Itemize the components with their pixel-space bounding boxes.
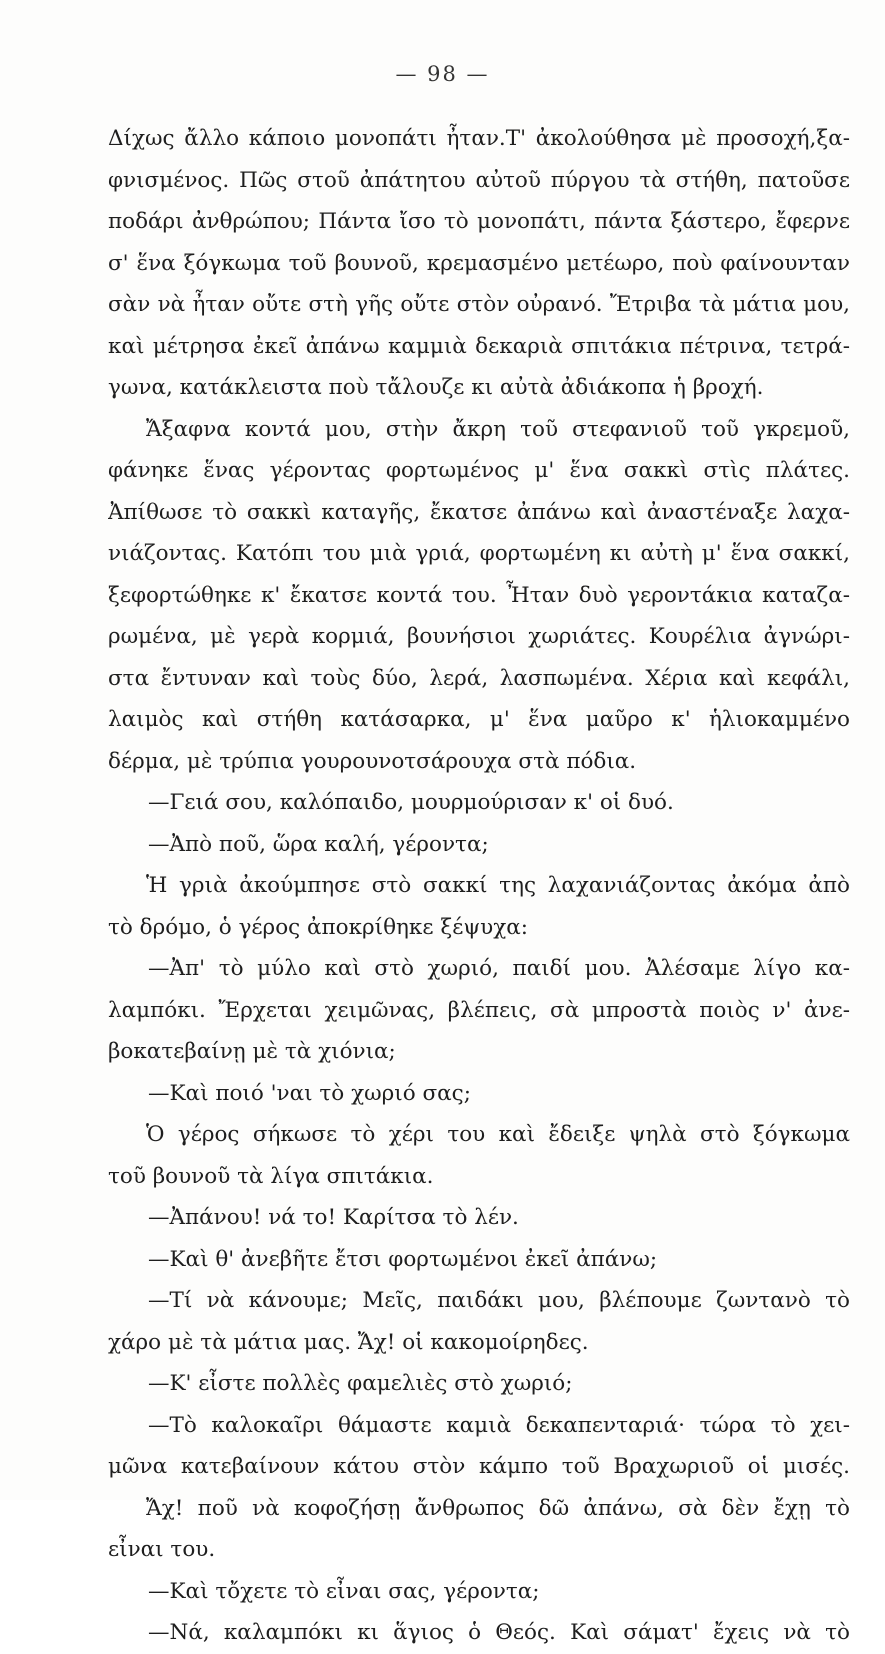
text-line: χάρο μὲ τὰ μάτια μας. Ἄχ! οἱ κακομοίρηδες. — [108, 1329, 589, 1355]
dialogue-line: —Νά, καλαμπόκι κι ἅγιος ὁ Θεός. Καὶ σάματ' ἔχεις νὰ τὸ — [148, 1620, 850, 1645]
text-line: δέρμα, μὲ τρύπια γουρουνοτσάρουχα στὰ πόδια. — [108, 748, 637, 774]
text-line: στα ἔντυναν καὶ τοὺς δύο, λερά, λασπωμένα. Χέρια καὶ κεφάλι, — [108, 665, 850, 691]
text-line: Ἡ γριὰ ἀκούμπησε στὸ σακκί της λαχανιάζοντας ἀκόμα ἀπὸ — [146, 873, 850, 898]
text-line: λαιμὸς καὶ στήθη κατάσαρκα, μ' ἕνα μαῦρο κ' ἡλιοκαμμένο — [108, 707, 850, 732]
dialogue-line: —Καὶ ποιό 'ναι τὸ χωριό σας; — [148, 1080, 471, 1106]
dialogue-line: —Ἀπάνου! νά το! Καρίτσα τὸ λέν. — [148, 1205, 519, 1230]
dialogue-line: —Τί νὰ κάνουμε; Μεῖς, παιδάκι μου, βλέπουμε ζωντανὸ τὸ — [148, 1288, 850, 1313]
text-line: φνισμένος. Πῶς στοῦ ἀπάτητου αὐτοῦ πύργου τὰ στήθη, πατοῦσε — [108, 167, 850, 193]
dialogue-line: —Γειά σου, καλόπαιδο, μουρμούρισαν κ' οἱ δυό. — [148, 790, 674, 815]
text-line: Δίχως ἄλλο κάποιο μονοπάτι ἦταν.Τ' ἀκολούθησα μὲ προσοχή,ξα- — [108, 126, 850, 151]
text-line: γωνα, κατάκλειστα ποὺ τἄλουζε κι αὐτὰ ἀδιάκοπα ἡ βροχή. — [108, 375, 764, 400]
text-line: νιάζοντας. Κατόπι του μιὰ γριά, φορτωμένη κι αὐτὴ μ' ἕνα σακκί, — [108, 541, 850, 566]
text-line: σ' ἕνα ξόγκωμα τοῦ βουνοῦ, κρεμασμένο μετέωρο, ποὺ φαίνουνταν — [108, 250, 850, 276]
body-text — [108, 118, 850, 1654]
text-line: ξεφορτώθηκε κ' ἔκατσε κοντά του. Ἦταν δυὸ γεροντάκια καταζα- — [108, 582, 850, 608]
dialogue-line: —Ἀπὸ ποῦ, ὥρα καλή, γέροντα; — [148, 831, 489, 857]
dialogue-line: —Κ' εἶστε πολλὲς φαμελιὲς στὸ χωριό; — [148, 1371, 573, 1396]
dialogue-line: —Καὶ τὄχετε τὸ εἶναι σας, γέροντα; — [148, 1578, 540, 1604]
text-line: Ὁ γέρος σήκωσε τὸ χέρι του καὶ ἔδειξε ψηλὰ στὸ ξόγκωμα — [146, 1122, 850, 1147]
page-number: — 98 — — [395, 62, 490, 86]
text-line: εἶναι του. — [108, 1537, 216, 1562]
text-line: βοκατεβαίνῃ μὲ τὰ χιόνια; — [108, 1039, 396, 1064]
text-line: σὰν νὰ ἦταν οὔτε στὴ γῆς οὔτε στὸν οὐρανό. Ἔτριβα τὰ μάτια μου, — [108, 292, 850, 317]
text-line: φάνηκε ἕνας γέροντας φορτωμένος μ' ἕνα σακκὶ στὶς πλάτες. — [108, 458, 850, 483]
text-line: ρωμένα, μὲ γερὰ κορμιά, βουνήσιοι χωριάτες. Κουρέλια ἀγνώρι- — [108, 624, 850, 649]
text-line: λαμπόκι. Ἔρχεται χειμῶνας, βλέπεις, σὰ μπροστὰ ποιὸς ν' ἀνε- — [108, 997, 850, 1023]
text-line: Ἄχ! ποῦ νὰ κοφοζήσῃ ἄνθρωπος δῶ ἀπάνω, σὰ δὲν ἔχῃ τὸ — [146, 1495, 850, 1521]
text-line: Ἀπίθωσε τὸ σακκὶ καταγῆς, ἔκατσε ἀπάνω καὶ ἀναστέναξε λαχα- — [108, 499, 850, 525]
dialogue-line: —Τὸ καλοκαῖρι θάμαστε καμιὰ δεκαπενταριά· τώρα τὸ χει- — [148, 1412, 850, 1438]
text-line: Ἄξαφνα κοντά μου, στὴν ἄκρη τοῦ στεφανιοῦ τοῦ γκρεμοῦ, — [146, 416, 850, 442]
text-line: καὶ μέτρησα ἐκεῖ ἀπάνω καμμιὰ δεκαριὰ σπιτάκια πέτρινα, τετρά- — [108, 333, 850, 359]
text-line: τὸ δρόμο, ὁ γέρος ἀποκρίθηκε ξέψυχα: — [108, 914, 529, 940]
text-line: μῶνα κατεβαίνουν κάτου στὸν κάμπο τοῦ Βραχωριοῦ οἱ μισές. — [108, 1454, 850, 1479]
text-line: τοῦ βουνοῦ τὰ λίγα σπιτάκια. — [108, 1163, 434, 1189]
text-line: ποδάρι ἀνθρώπου; Πάντα ἴσο τὸ μονοπάτι, πάντα ξάστερο, ἔφερνε — [108, 209, 850, 234]
dialogue-line: —Καὶ θ' ἀνεβῆτε ἔτσι φορτωμένοι ἐκεῖ ἀπάνω; — [148, 1246, 658, 1272]
dialogue-line: —Ἀπ' τὸ μύλο καὶ στὸ χωριό, παιδί μου. Ἀλέσαμε λίγο κα- — [148, 956, 850, 981]
